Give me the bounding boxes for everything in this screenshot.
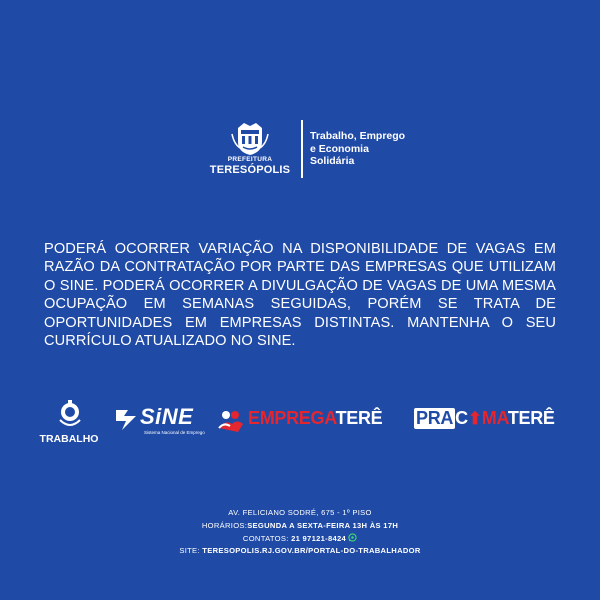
whatsapp-icon	[348, 533, 357, 542]
secretaria-line: Solidária	[310, 155, 355, 167]
sine-subtitle: Sistema Nacional de Emprego	[144, 430, 205, 435]
secretaria-line: Trabalho, Emprego	[310, 130, 406, 142]
partner-logos	[0, 398, 600, 448]
contacts-line	[0, 533, 600, 546]
hours-label: HORÁRIOS:	[201, 520, 248, 530]
city-name: TERESÓPOLIS	[209, 164, 291, 176]
pracimatere-logo	[414, 406, 564, 436]
site-label: SITE:	[179, 546, 200, 556]
empregatere-logo	[218, 406, 398, 436]
hours-line	[0, 520, 600, 533]
notice-text: PODERÁ OCORRER VARIAÇÃO NA DISPONIBILIDADE DE VAGAS EM RAZÃO DA CONTRATAÇÃO POR PARTE DAS EMPRESAS QUE UTILIZAM O SINE. PODERÁ OCORRER A DIVULGAÇÃO DE VAGAS DE UMA MESMA OCUPAÇÃO EM SEMANAS SEGUIDAS, PORÉM SE TRATA DE OPORTUNIDADES EM EMPRESAS DISTINTAS. MANTENHA O SEU CURRÍCULO ATUALIZADO NO SINE.	[44, 241, 556, 350]
sine-logo-icon	[114, 406, 138, 432]
site-line[interactable]	[0, 545, 600, 558]
address-line: AV. FELICIANO SODRÉ, 675 - 1º PISO	[228, 508, 372, 517]
emprega-text: EMPREGA	[248, 408, 336, 428]
emprega-people-icon	[218, 408, 244, 434]
pra-text: PRA	[416, 408, 454, 428]
trabalho-label: TRABALHO	[39, 433, 99, 445]
pracimatere-wordmark	[414, 408, 555, 429]
secretaria-line: e Economia	[310, 142, 369, 155]
city-crest-icon	[230, 120, 270, 156]
footer-info	[0, 507, 600, 558]
header-logo	[0, 118, 600, 182]
cima-ma-text: MA	[481, 408, 508, 428]
contacts-label: CONTATOS:	[242, 533, 289, 543]
hours-value: SEGUNDA A SEXTA-FEIRA 13H ÀS 17H	[247, 520, 399, 530]
site-link[interactable]: TERESOPOLIS.RJ.GOV.BR/PORTAL-DO-TRABALHADOR	[202, 546, 421, 556]
contacts-value: 21 97121-8424	[291, 533, 347, 543]
trabalho-emblem-icon	[56, 400, 84, 430]
sine-logo	[114, 406, 204, 440]
prefeitura-label: PREFEITURA	[227, 156, 273, 163]
sine-wordmark: SiNE	[140, 404, 194, 429]
pracima-tere-text: TERÊ	[507, 408, 555, 428]
secretaria-name	[310, 130, 430, 168]
cima-c-text: C	[455, 408, 468, 428]
arrow-up-icon: ⬆	[467, 409, 482, 428]
header-divider	[301, 120, 303, 178]
tere-text: TERÊ	[335, 408, 383, 428]
trabalho-logo	[36, 400, 102, 446]
empregatere-wordmark	[248, 408, 382, 429]
